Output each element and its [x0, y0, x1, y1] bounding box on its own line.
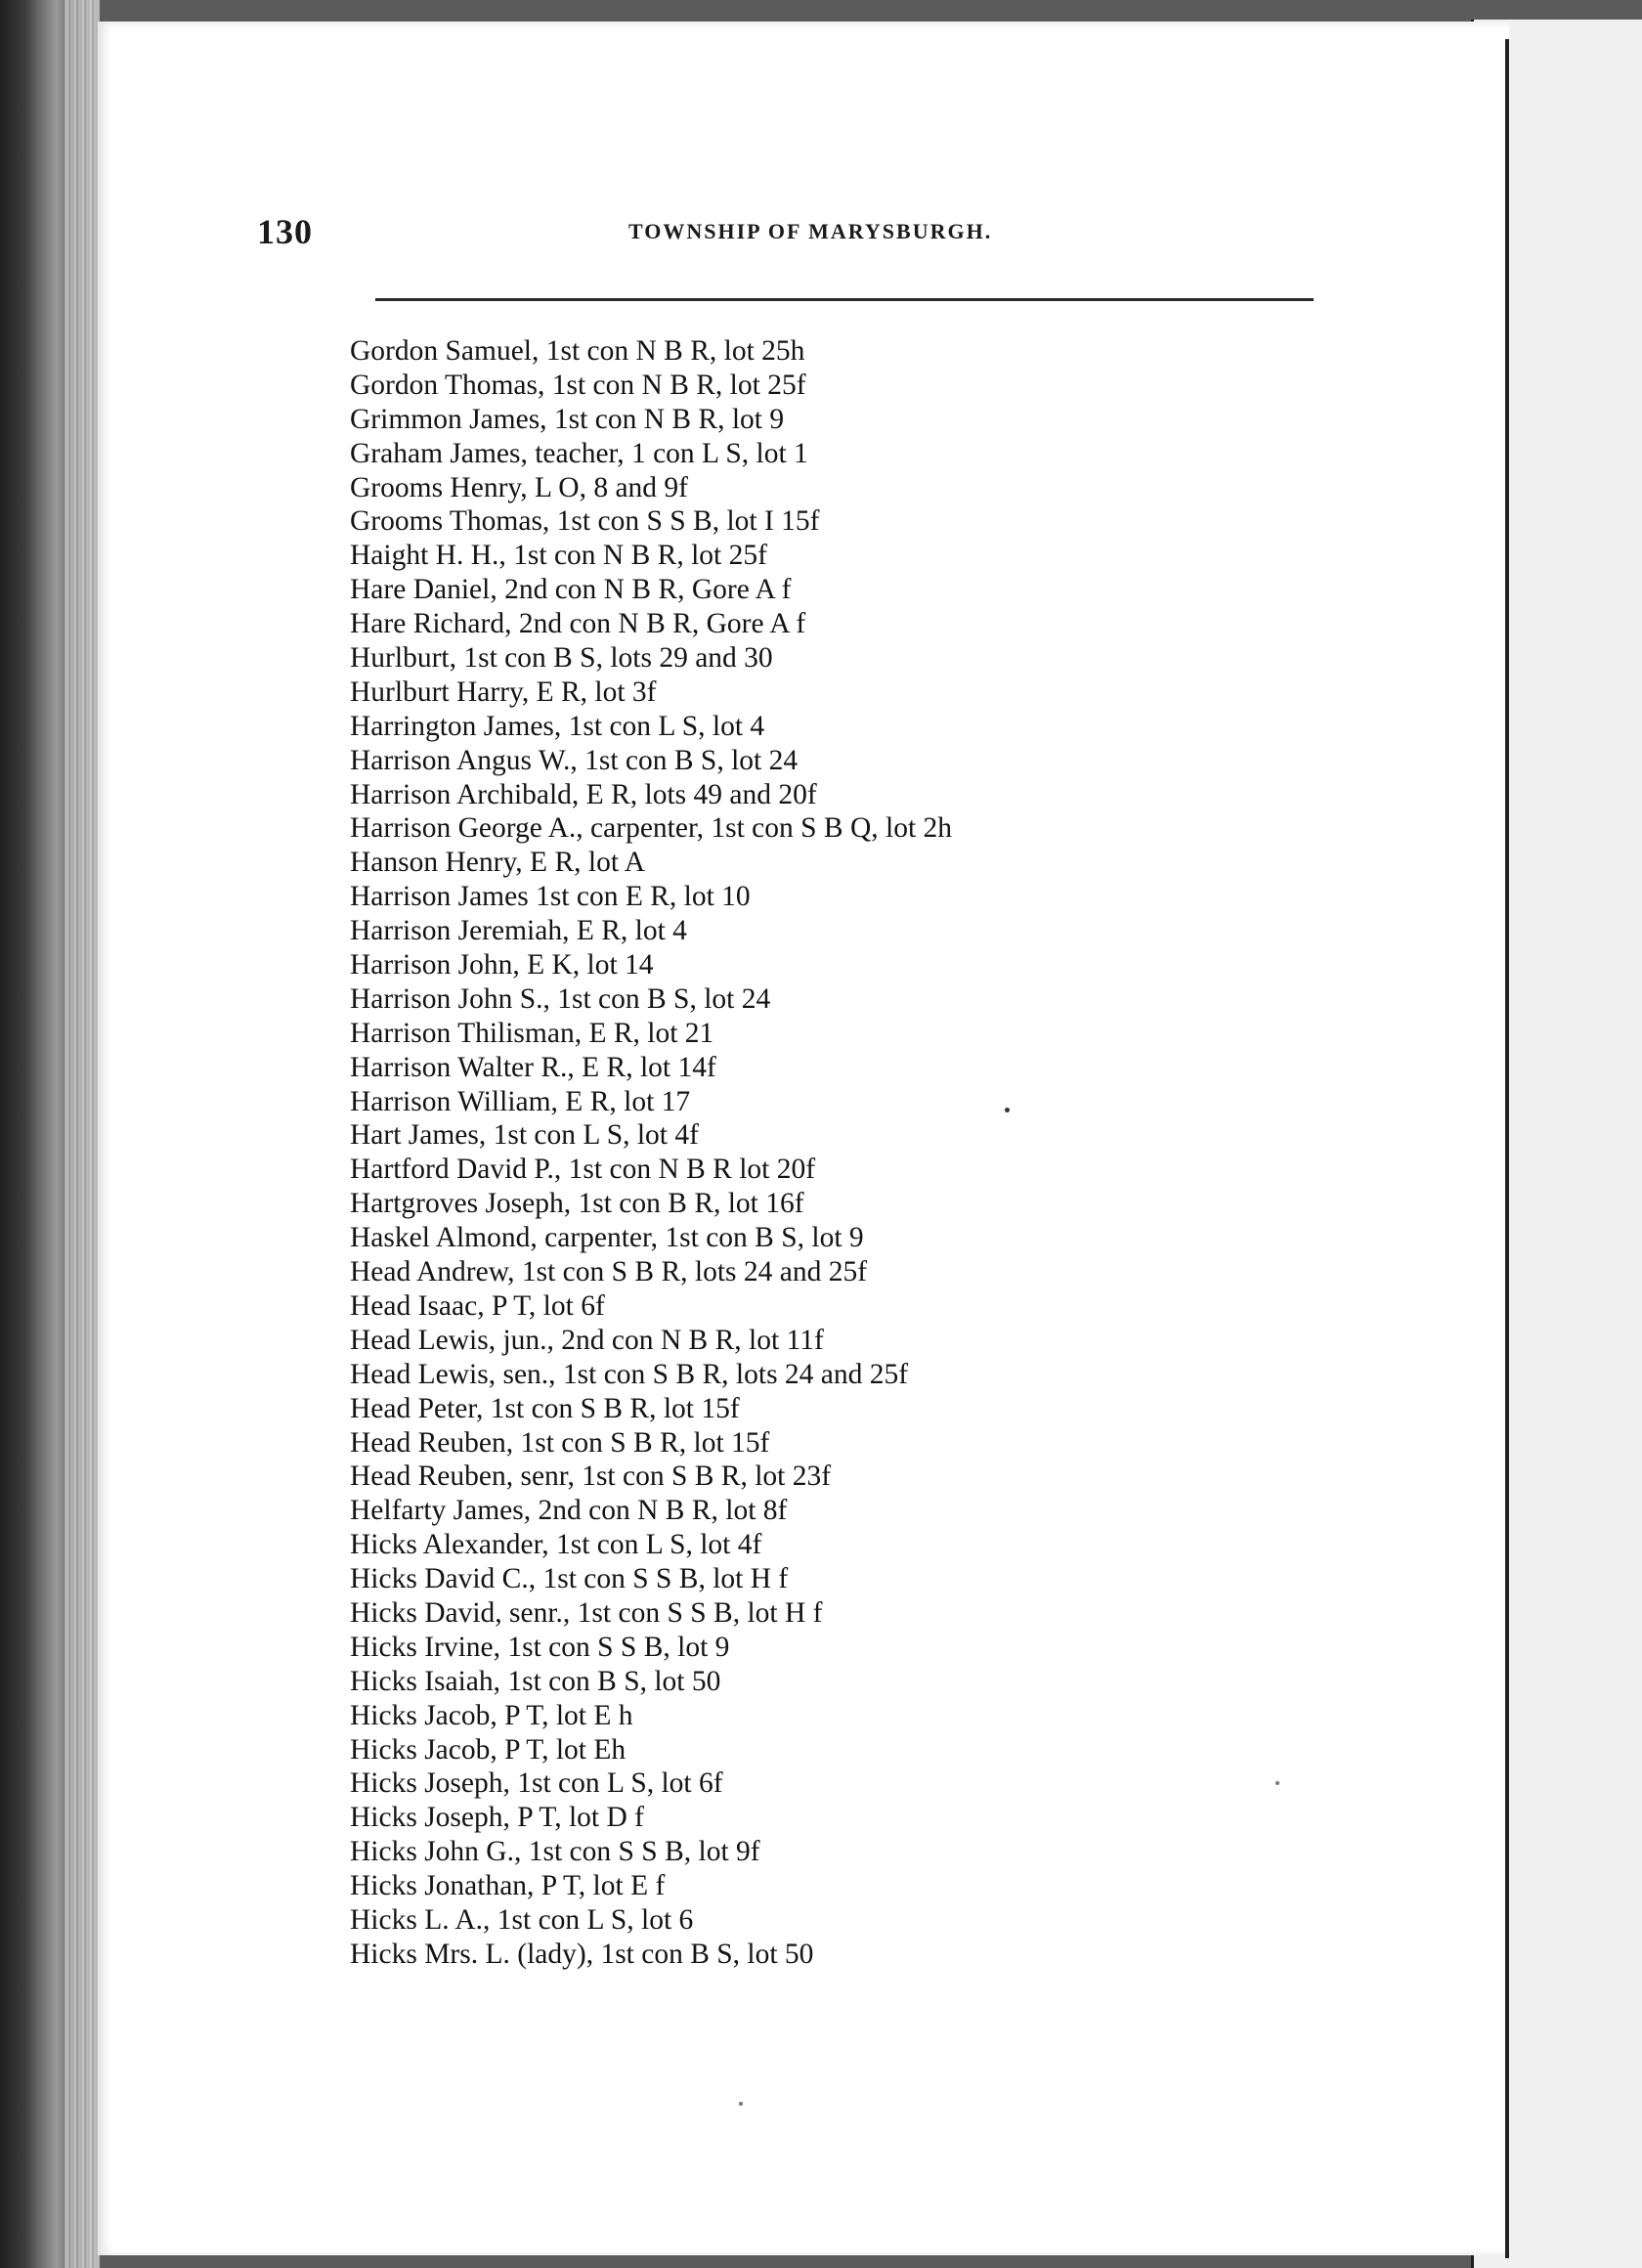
directory-entry: Hicks Irvine, 1st con S S B, lot 9 [350, 1631, 730, 1663]
directory-entry: Hare Richard, 2nd con N B R, Gore A f [350, 608, 806, 640]
directory-entry: Hurlburt Harry, E R, lot 3f [350, 676, 657, 708]
directory-entry: Head Peter, 1st con S B R, lot 15f [350, 1392, 740, 1424]
directory-entry: Harrison George A., carpenter, 1st con S B Q, lot 2h [350, 812, 953, 845]
page-number: 130 [257, 212, 313, 251]
page-right-edge [1505, 39, 1509, 2258]
directory-entry: Hicks Alexander, 1st con L S, lot 4f [350, 1529, 762, 1561]
directory-entry: Hart James, 1st con L S, lot 4f [350, 1119, 699, 1152]
directory-entry: Grooms Henry, L O, 8 and 9f [350, 471, 689, 503]
directory-entry: Haskel Almond, carpenter, 1st con B S, lot 9 [350, 1222, 864, 1254]
directory-entry: Hicks Isaiah, 1st con B S, lot 50 [350, 1665, 721, 1697]
directory-entry: Harrison John S., 1st con B S, lot 24 [350, 982, 771, 1015]
directory-entry: Helfarty James, 2nd con N B R, lot 8f [350, 1495, 788, 1527]
directory-entry: Harrison William, E R, lot 17 [350, 1085, 691, 1117]
directory-entry: Head Isaac, P T, lot 6f [350, 1289, 605, 1322]
directory-entry: Grooms Thomas, 1st con S S B, lot I 15f [350, 505, 820, 538]
directory-entry: Harrison James 1st con E R, lot 10 [350, 881, 751, 913]
directory-entry: Hicks Joseph, 1st con L S, lot 6f [350, 1767, 723, 1800]
directory-entry: Hicks Jonathan, P T, lot E f [350, 1870, 666, 1902]
directory-entry: Head Lewis, sen., 1st con S B R, lots 24 and 25f [350, 1358, 909, 1390]
directory-entry: Harrison John, E K, lot 14 [350, 949, 654, 981]
directory-entry: Hicks John G., 1st con S S B, lot 9f [350, 1836, 760, 1868]
page-header [257, 211, 1313, 260]
directory-entry: Head Andrew, 1st con S B R, lots 24 and 25f [350, 1256, 868, 1288]
ink-speck [739, 2102, 743, 2106]
directory-entries [350, 334, 952, 1972]
directory-entry: Haight H. H., 1st con N B R, lot 25f [350, 540, 767, 572]
directory-entry: Harrison Walter R., E R, lot 14f [350, 1051, 716, 1083]
directory-entry: Gordon Samuel, 1st con N B R, lot 25h [350, 335, 805, 367]
stacked-page-edges [65, 0, 100, 2268]
directory-entry: Graham James, teacher, 1 con L S, lot 1 [350, 437, 808, 469]
directory-entry: Hicks David, senr., 1st con S S B, lot H f [350, 1596, 823, 1629]
header-rule [375, 298, 1314, 301]
directory-entry: Harrison Angus W., 1st con B S, lot 24 [350, 744, 799, 776]
directory-entry: Head Lewis, jun., 2nd con N B R, lot 11f [350, 1324, 824, 1356]
directory-entry: Hicks Joseph, P T, lot D f [350, 1802, 645, 1834]
directory-entry: Hicks Mrs. L. (lady), 1st con B S, lot 50 [350, 1938, 814, 1970]
ink-speck [1005, 1108, 1010, 1112]
directory-entry: Hicks David C., 1st con S S B, lot H f [350, 1563, 789, 1595]
directory-entry: Hanson Henry, E R, lot A [350, 847, 646, 879]
directory-entry: Hartgroves Joseph, 1st con B R, lot 16f [350, 1188, 804, 1220]
directory-entry: Gordon Thomas, 1st con N B R, lot 25f [350, 369, 806, 401]
directory-entry: Harrington James, 1st con L S, lot 4 [350, 710, 765, 742]
directory-entry: Hare Daniel, 2nd con N B R, Gore A f [350, 574, 792, 606]
directory-entry: Hicks Jacob, P T, lot E h [350, 1699, 633, 1731]
directory-entry: Hicks L. A., 1st con L S, lot 6 [350, 1903, 694, 1936]
directory-entry: Hartford David P., 1st con N B R lot 20f [350, 1154, 816, 1186]
directory-entry: Head Reuben, senr, 1st con S B R, lot 23f [350, 1461, 832, 1493]
directory-entry: Harrison Thilisman, E R, lot 21 [350, 1017, 714, 1049]
directory-entry: Harrison Jeremiah, E R, lot 4 [350, 915, 687, 947]
running-title: TOWNSHIP OF MARYSBURGH. [628, 219, 993, 243]
directory-entry: Hurlburt, 1st con B S, lots 29 and 30 [350, 642, 773, 675]
directory-entry: Harrison Archibald, E R, lots 49 and 20f [350, 778, 817, 810]
directory-entry: Hicks Jacob, P T, lot Eh [350, 1733, 627, 1766]
directory-entry: Head Reuben, 1st con S B R, lot 15f [350, 1426, 770, 1459]
ink-speck [1275, 1781, 1279, 1785]
directory-entry: Grimmon James, 1st con N B R, lot 9 [350, 403, 785, 435]
